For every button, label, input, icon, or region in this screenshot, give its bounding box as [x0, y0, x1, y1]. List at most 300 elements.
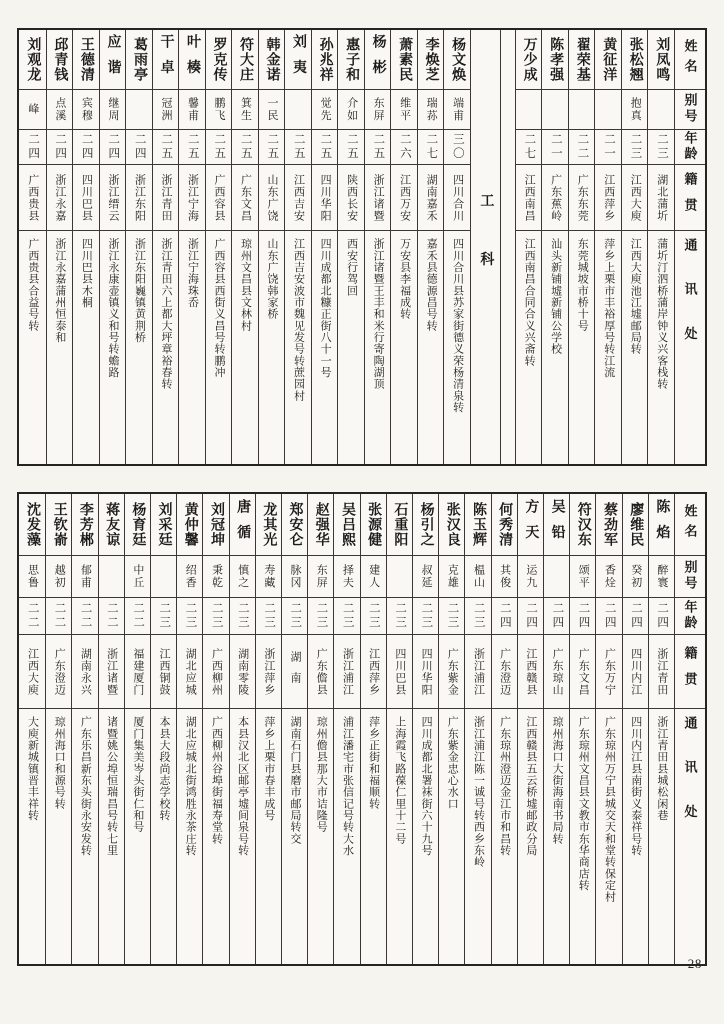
- name-cell: [232, 30, 258, 90]
- name-cell: [19, 30, 46, 90]
- alias-cell-text: 建人: [367, 564, 380, 589]
- native-place-cell: [569, 165, 595, 231]
- age-cell: [100, 130, 126, 165]
- name-cell: [126, 30, 152, 90]
- native-place-cell-text: 广东万宁: [603, 647, 616, 696]
- age-cell-text: 二四: [656, 602, 669, 630]
- person-column: [417, 30, 444, 464]
- address-cell-text: 厦门集美岑头街仁和号: [131, 716, 144, 833]
- address-cell: [622, 231, 648, 464]
- name-cell-text: 翟荣基: [574, 36, 590, 83]
- native-place-cell-text: 江西铜鼓: [158, 647, 171, 696]
- address-cell-text: 浙江青田县城松闲巷: [655, 716, 668, 821]
- age-cell: [151, 598, 176, 635]
- address-cell-text: 四川成都北糠正街八十一号: [319, 238, 332, 378]
- alias-cell: [230, 556, 255, 598]
- name-cell-text: 陈孝强: [548, 36, 564, 83]
- native-place-cell: [361, 635, 386, 709]
- person-column: [360, 494, 386, 964]
- age-cell: [648, 130, 674, 165]
- address-cell: [465, 709, 490, 964]
- age-cell: [334, 598, 359, 635]
- native-place-cell: [285, 165, 311, 231]
- native-place-cell: [282, 635, 307, 709]
- alias-cell: [99, 556, 124, 598]
- alias-cell: [73, 90, 99, 130]
- native-place-cell: [203, 635, 228, 709]
- age-cell-text: 二四: [603, 602, 616, 630]
- age-cell: [232, 130, 258, 165]
- age-cell-text: 二三: [263, 602, 276, 630]
- native-place-cell-text: 江西南昌: [523, 173, 536, 222]
- age-cell-text: 二二: [26, 602, 39, 630]
- name-cell: [125, 494, 150, 556]
- name-cell-text: 刘采廷: [156, 501, 172, 548]
- alias-cell-text: 郁甫: [79, 564, 92, 589]
- name-cell-text: 黄征洋: [601, 36, 617, 83]
- native-place-cell: [125, 635, 150, 709]
- person-column: [99, 30, 126, 464]
- age-cell-text: 二四: [107, 133, 120, 161]
- native-place-cell: [72, 635, 97, 709]
- alias-cell-text: 叔延: [420, 564, 433, 589]
- address-cell: [312, 231, 338, 464]
- person-column: [569, 494, 595, 964]
- address-cell-text: 浙江浦江陈一诚号转西乡东岭: [472, 716, 485, 868]
- address-cell: [308, 709, 333, 964]
- name-cell-text: 符汉东: [575, 501, 591, 548]
- name-cell-text: 刘夷: [291, 33, 307, 86]
- address-cell: [387, 709, 412, 964]
- age-cell-text: 二七: [523, 133, 536, 161]
- alias-cell: [544, 556, 569, 598]
- name-cell: [387, 494, 412, 556]
- alias-cell-text: 抱真: [629, 97, 642, 122]
- header-native: [675, 165, 705, 231]
- alias-cell-text: 越初: [53, 564, 66, 589]
- age-cell: [73, 130, 99, 165]
- address-cell-text: 江西大庾池江墟邮局转: [629, 238, 642, 355]
- alias-cell: [649, 556, 674, 598]
- address-cell: [259, 231, 285, 464]
- age-cell-text: 二五: [372, 133, 385, 161]
- person-column: [311, 30, 338, 464]
- native-place-cell-text: 江西萍乡: [602, 173, 615, 222]
- native-place-cell: [99, 635, 124, 709]
- address-cell-text: 浙江诸暨王丰和米行寄陶湖顶: [372, 238, 385, 390]
- name-cell: [73, 30, 99, 90]
- name-cell-text: 干卓: [158, 33, 174, 86]
- native-place-cell-text: 浙江浦江: [472, 647, 485, 696]
- address-cell: [100, 231, 126, 464]
- alias-cell: [595, 90, 621, 130]
- header-native: [675, 635, 705, 709]
- native-place-cell-text: 江西大庾: [26, 647, 39, 696]
- alias-cell-text: 其俊: [498, 564, 511, 589]
- address-cell: [203, 709, 228, 964]
- name-cell-text: 杨引之: [418, 501, 434, 548]
- age-cell-text: 二五: [213, 133, 226, 161]
- age-cell: [596, 598, 621, 635]
- age-cell: [285, 130, 311, 165]
- name-cell: [439, 494, 464, 556]
- roster-table-top: [17, 28, 707, 466]
- person-column: [176, 494, 202, 964]
- address-cell: [418, 231, 444, 464]
- age-cell-text: 二五: [319, 133, 332, 161]
- age-cell: [46, 598, 71, 635]
- native-place-cell: [308, 635, 333, 709]
- name-cell-text: 蒋友谅: [104, 501, 120, 548]
- age-cell-text: 二五: [160, 133, 173, 161]
- header-column: [674, 30, 705, 464]
- person-column: [284, 30, 311, 464]
- alias-cell-text: 运九: [524, 564, 537, 589]
- name-cell-text: 邱青钱: [52, 36, 68, 83]
- native-place-cell-text: 浙江青田: [159, 173, 172, 222]
- alias-cell-text: 脉冈: [289, 564, 302, 589]
- native-place-cell-text: 广东文昌: [577, 647, 590, 696]
- address-cell-text: 西安行驾回: [345, 238, 358, 297]
- age-cell: [623, 598, 648, 635]
- name-cell: [569, 30, 595, 90]
- name-cell: [230, 494, 255, 556]
- age-cell: [177, 598, 202, 635]
- age-cell: [126, 130, 152, 165]
- name-cell: [312, 30, 338, 90]
- person-column: [229, 494, 255, 964]
- header-addr: [675, 231, 705, 464]
- native-place-cell-text: 浙江诸暨: [105, 647, 118, 696]
- age-cell-text: 二三: [158, 602, 171, 630]
- alias-cell-text: 慎之: [236, 564, 249, 589]
- age-cell-text: 二五: [266, 133, 279, 161]
- address-cell: [648, 231, 674, 464]
- native-place-cell: [542, 165, 568, 231]
- alias-cell: [361, 556, 386, 598]
- native-place-cell: [544, 635, 569, 709]
- person-column: [647, 30, 674, 464]
- name-cell-text: 惠子和: [344, 36, 360, 83]
- alias-cell-text: 维平: [398, 97, 411, 122]
- person-column: [231, 30, 258, 464]
- alias-cell: [256, 556, 281, 598]
- name-cell: [570, 494, 595, 556]
- person-column: [205, 30, 232, 464]
- address-cell: [492, 709, 517, 964]
- address-cell-text: 琼州文昌县文林村: [239, 238, 252, 332]
- name-cell: [256, 494, 281, 556]
- name-cell-text: 李芳郴: [77, 501, 93, 548]
- person-column: [178, 30, 205, 464]
- age-cell: [19, 130, 46, 165]
- age-cell-text: 二二: [79, 602, 92, 630]
- person-column: [491, 494, 517, 964]
- address-cell-text: 琼州海口大街海南书局转: [551, 716, 564, 845]
- name-cell: [542, 30, 568, 90]
- native-place-cell: [47, 165, 73, 231]
- address-cell: [46, 709, 71, 964]
- person-column: [517, 494, 543, 964]
- header-addr-text: 通讯处: [682, 716, 698, 849]
- address-cell-text: 广东琼州万宁县城交天和堂转保定村: [603, 716, 616, 903]
- alias-cell-text: 绍香: [184, 564, 197, 589]
- name-cell-text: 刘观龙: [25, 36, 41, 83]
- alias-cell: [72, 556, 97, 598]
- name-cell-text: 吴吕熙: [339, 501, 355, 548]
- age-cell-text: 二五: [345, 133, 358, 161]
- age-cell-text: 二五: [292, 133, 305, 161]
- address-cell: [256, 709, 281, 964]
- age-cell: [465, 598, 490, 635]
- alias-cell: [569, 90, 595, 130]
- native-place-cell: [46, 635, 71, 709]
- native-place-cell-text: 浙江缙云: [106, 173, 119, 222]
- person-column: [125, 30, 152, 464]
- alias-cell: [179, 90, 205, 130]
- address-cell-text: 江西南昌合同合义兴斋转: [523, 238, 536, 367]
- person-column: [258, 30, 285, 464]
- native-place-cell-text: 江西大庾: [629, 173, 642, 222]
- page-number: 28: [687, 956, 702, 971]
- section-divider-cell: [471, 30, 500, 464]
- age-cell-text: 二四: [27, 133, 40, 161]
- address-cell: [516, 231, 542, 464]
- alias-cell-text: 秉乾: [210, 564, 223, 589]
- native-place-cell-text: 山东广饶: [266, 173, 279, 222]
- address-cell: [126, 231, 152, 464]
- native-place-cell-text: 浙江萍乡: [262, 647, 275, 696]
- person-column: [124, 494, 150, 964]
- person-column: [307, 494, 333, 964]
- alias-cell: [232, 90, 258, 130]
- alias-cell: [391, 90, 417, 130]
- address-cell-text: 四川成都北署袜街六十九号: [420, 716, 433, 856]
- native-place-cell: [73, 165, 99, 231]
- address-cell: [338, 231, 364, 464]
- alias-cell: [334, 556, 359, 598]
- native-place-cell: [126, 165, 152, 231]
- age-cell: [206, 130, 232, 165]
- native-place-cell: [151, 635, 176, 709]
- name-cell: [516, 30, 542, 90]
- native-place-cell: [19, 165, 46, 231]
- address-cell-text: 四川巴县木桐: [80, 238, 93, 308]
- age-cell: [72, 598, 97, 635]
- native-place-cell: [391, 165, 417, 231]
- alias-cell-text: 馨甫: [186, 97, 199, 122]
- name-cell: [259, 30, 285, 90]
- age-cell: [439, 598, 464, 635]
- alias-cell: [516, 90, 542, 130]
- age-cell-text: 二四: [551, 602, 564, 630]
- name-cell-text: 何秀清: [497, 501, 513, 548]
- address-cell: [73, 231, 99, 464]
- native-place-cell-text: 广东儋县: [315, 647, 328, 696]
- age-cell-text: 二三: [184, 602, 197, 630]
- alias-cell-text: 思鲁: [26, 564, 39, 589]
- age-cell-text: 二二: [53, 602, 66, 630]
- name-cell-text: 唐循: [235, 498, 251, 551]
- age-cell: [47, 130, 73, 165]
- alias-cell-text: 觉先: [319, 97, 332, 122]
- header-alias: [675, 556, 705, 598]
- alias-cell: [100, 90, 126, 130]
- native-place-cell-text: 浙江东阳: [133, 173, 146, 222]
- name-cell: [413, 494, 438, 556]
- address-cell-text: 东莞城坡市桥十号: [576, 238, 589, 332]
- alias-cell-text: 一民: [266, 97, 279, 122]
- name-cell-text: 郑安仑: [287, 501, 303, 548]
- address-cell-text: 广东琼州澄迈金江市和昌转: [498, 716, 511, 856]
- address-cell: [334, 709, 359, 964]
- address-cell-text: 汕头新铺墟新铺公学校: [549, 238, 562, 355]
- age-cell-text: 二三: [210, 602, 223, 630]
- person-column: [19, 494, 45, 964]
- age-cell: [413, 598, 438, 635]
- alias-cell: [125, 556, 150, 598]
- native-place-cell-text: 四川合川: [451, 173, 464, 222]
- name-cell-text: 王钦嵛: [51, 501, 67, 548]
- alias-cell-text: 东屏: [315, 564, 328, 589]
- native-place-cell: [622, 165, 648, 231]
- name-cell-text: 张松翘: [627, 36, 643, 83]
- person-column: [648, 494, 674, 964]
- native-place-cell-text: 湖北蒲圻: [655, 173, 668, 222]
- address-cell: [649, 709, 674, 964]
- age-cell-text: 二三: [420, 602, 433, 630]
- name-cell: [492, 494, 517, 556]
- name-cell: [418, 30, 444, 90]
- native-place-cell-text: 浙江宁海: [186, 173, 199, 222]
- native-place-cell-text: 广东澄迈: [498, 647, 511, 696]
- name-cell-text: 陈焰: [654, 498, 670, 551]
- alias-cell: [177, 556, 202, 598]
- alias-cell-text: 颂平: [577, 564, 590, 589]
- address-cell-text: 本县大段尚志学校转: [158, 716, 171, 821]
- age-cell-text: 二五: [239, 133, 252, 161]
- native-place-cell: [596, 635, 621, 709]
- address-cell-text: 广西贵县合益号转: [26, 238, 39, 332]
- age-cell: [518, 598, 543, 635]
- alias-cell-text: 中丘: [131, 564, 144, 589]
- person-column: [281, 494, 307, 964]
- alias-cell: [623, 556, 648, 598]
- name-cell: [391, 30, 417, 90]
- native-place-cell-text: 四川华阳: [420, 647, 433, 696]
- age-cell-text: 二三: [236, 602, 249, 630]
- native-place-cell-text: 江西万安: [398, 173, 411, 222]
- address-cell-text: 山东广饶韩家桥: [266, 238, 279, 320]
- name-cell-text: 廖维民: [628, 501, 644, 548]
- alias-cell-text: 峰: [26, 103, 39, 116]
- address-cell: [47, 231, 73, 464]
- name-cell: [648, 30, 674, 90]
- header-alias-text: 别号: [682, 93, 698, 126]
- header-name: [675, 30, 705, 90]
- age-cell: [418, 130, 444, 165]
- native-place-cell-text: 江西吉安: [292, 173, 305, 222]
- person-column: [152, 30, 179, 464]
- name-cell-text: 张汉良: [444, 501, 460, 548]
- address-cell: [439, 709, 464, 964]
- alias-cell: [282, 556, 307, 598]
- alias-cell-text: 东屏: [372, 97, 385, 122]
- person-column: [543, 494, 569, 964]
- age-cell: [338, 130, 364, 165]
- age-cell: [444, 130, 470, 165]
- address-cell-text: 浙江东阳巍镇黄荆桥: [133, 238, 146, 343]
- native-place-cell-text: 浙江浦江: [341, 647, 354, 696]
- name-cell-text: 王德清: [78, 36, 94, 83]
- native-place-cell-text: 广东蕉岭: [549, 173, 562, 222]
- header-name-text: 姓名: [682, 39, 698, 80]
- age-cell: [569, 130, 595, 165]
- age-cell-text: 二五: [186, 133, 199, 161]
- alias-cell-text: 择夫: [341, 564, 354, 589]
- header-addr-text: 通讯处: [682, 238, 698, 371]
- age-cell-text: 二三: [446, 602, 459, 630]
- name-cell: [338, 30, 364, 90]
- address-cell: [125, 709, 150, 964]
- address-cell-text: 广西容县西街义昌号转鹏冲: [213, 238, 225, 378]
- name-cell-text: 叶楱: [184, 33, 200, 86]
- address-cell-text: 广西柳州谷埠街福寿堂转: [210, 716, 223, 845]
- person-column: [45, 494, 71, 964]
- alias-cell-text: 榅山: [472, 564, 485, 589]
- age-cell: [387, 598, 412, 635]
- native-place-cell: [649, 635, 674, 709]
- header-alias: [675, 90, 705, 130]
- address-cell-text: 琼州儋县那大市诘隆号: [315, 716, 328, 833]
- name-cell: [99, 494, 124, 556]
- age-cell: [570, 598, 595, 635]
- name-cell-text: 萧素民: [397, 36, 413, 83]
- name-cell: [622, 30, 648, 90]
- alias-cell: [126, 90, 152, 130]
- address-cell-text: 大庾新城镇晋丰祥转: [26, 716, 39, 821]
- person-column: [595, 494, 621, 964]
- age-cell-text: 二三: [315, 602, 328, 630]
- age-cell-text: 二一: [602, 133, 615, 161]
- native-place-cell: [595, 165, 621, 231]
- native-place-cell: [100, 165, 126, 231]
- native-place-cell-text: 广东文昌: [239, 173, 252, 222]
- name-cell: [465, 494, 490, 556]
- alias-cell: [19, 556, 45, 598]
- alias-cell: [418, 90, 444, 130]
- address-cell: [391, 231, 417, 464]
- name-cell-text: 杨文焕: [450, 36, 466, 83]
- address-cell-text: 上海霞飞路葆仁里十二号: [393, 716, 406, 845]
- native-place-cell-text: 湖南零陵: [236, 647, 249, 696]
- native-place-cell-text: 四川内江: [629, 647, 642, 696]
- native-place-cell: [413, 635, 438, 709]
- person-column: [412, 494, 438, 964]
- name-cell-text: 孙兆祥: [317, 36, 333, 83]
- age-cell: [312, 130, 338, 165]
- age-cell-text: 二三: [341, 602, 354, 630]
- name-cell: [151, 494, 176, 556]
- section-divider-gap: [500, 30, 515, 464]
- age-cell: [649, 598, 674, 635]
- address-cell: [361, 709, 386, 964]
- native-place-cell: [648, 165, 674, 231]
- header-name: [675, 494, 705, 556]
- address-cell: [153, 231, 179, 464]
- age-cell-text: 二六: [398, 133, 411, 161]
- age-cell: [544, 598, 569, 635]
